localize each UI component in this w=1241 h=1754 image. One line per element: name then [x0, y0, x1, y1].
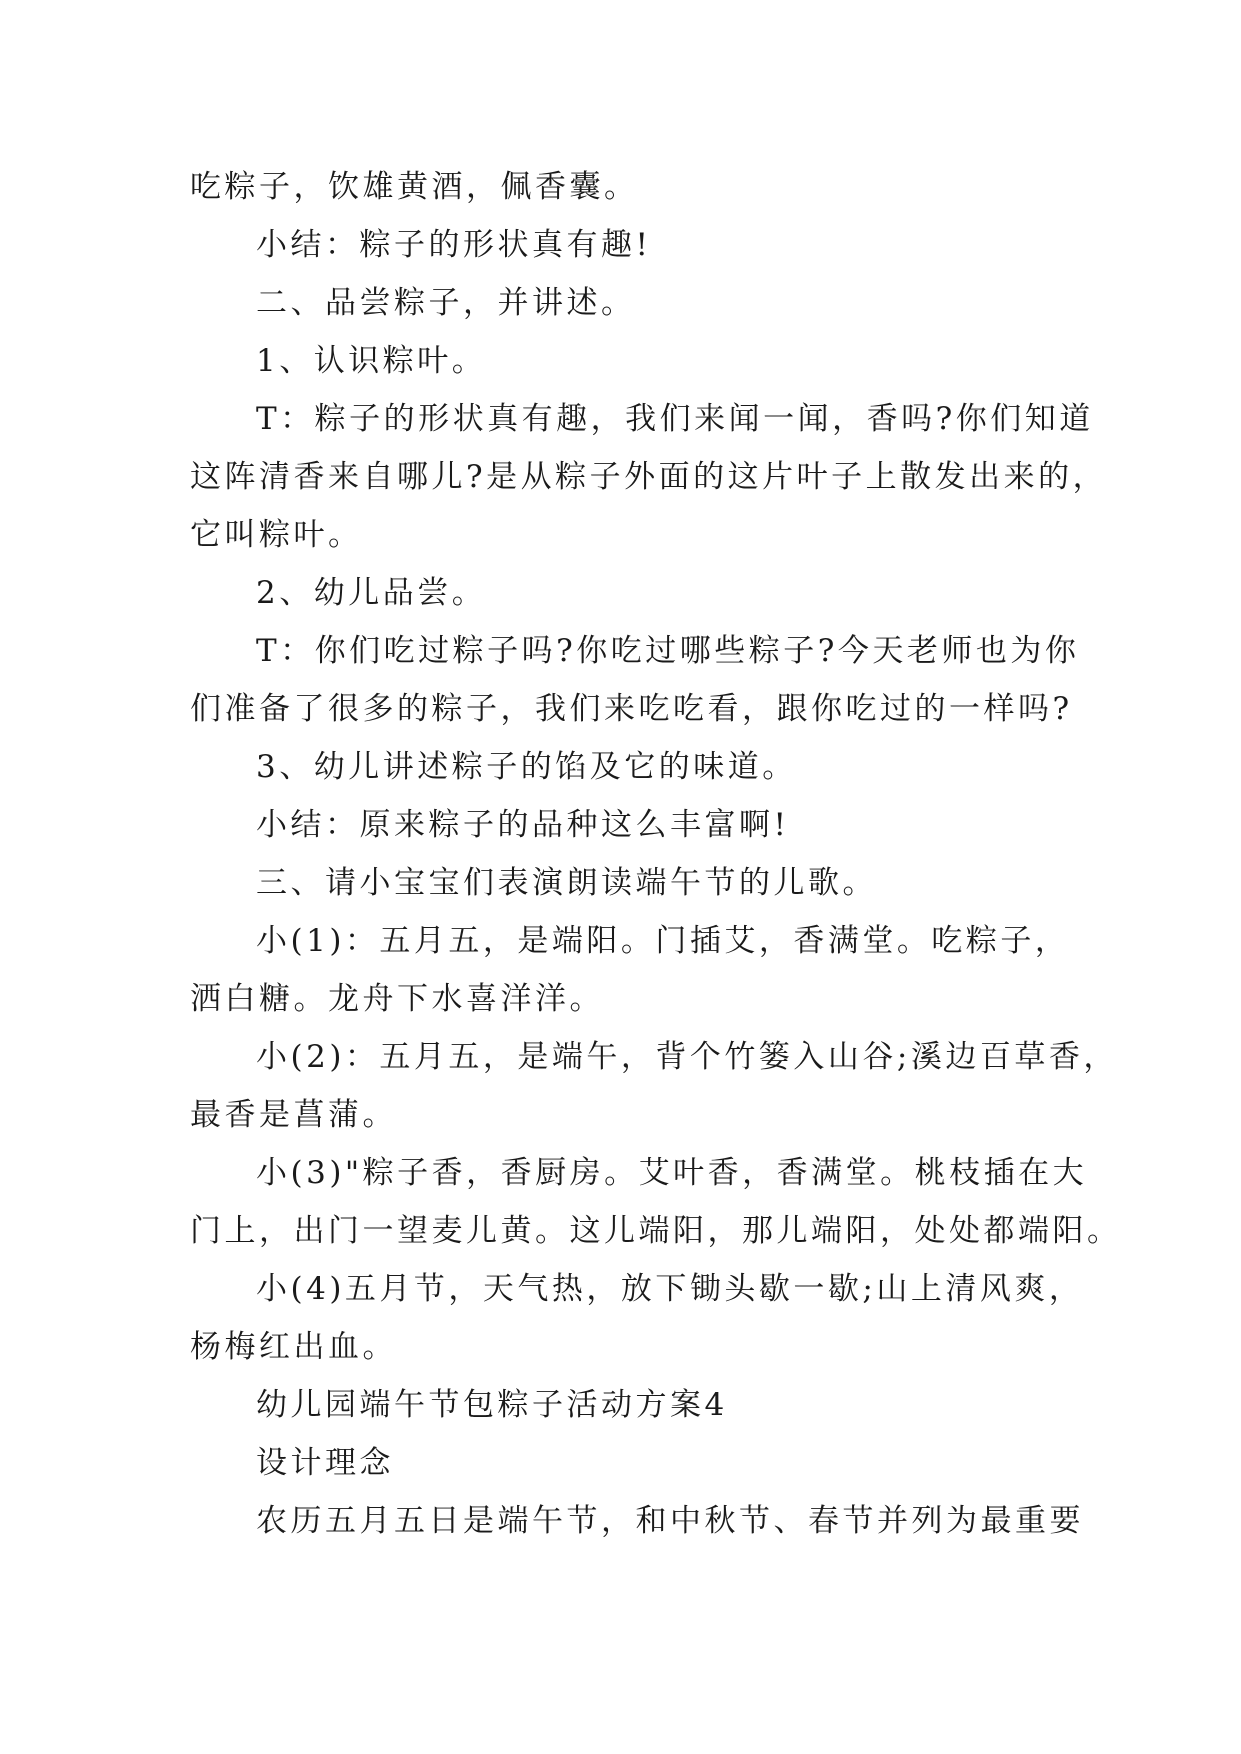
section-heading: 二、品尝粽子，并讲述。: [256, 285, 636, 321]
text-line: 们准备了很多的粽子，我们来吃吃看，跟你吃过的一样吗?: [190, 691, 1073, 727]
text-line: T：你们吃过粽子吗?你吃过哪些粽子?今天老师也为你: [256, 633, 1080, 669]
text-line: 门上，出门一望麦儿黄。这儿端阳，那儿端阳，处处都端阳。: [190, 1213, 1122, 1249]
text-line: 小(2)：五月五，是端午，背个竹篓入山谷;溪边百草香，: [256, 1039, 1118, 1075]
text-line: 农历五月五日是端午节，和中秋节、春节并列为最重要: [256, 1503, 1084, 1539]
step-heading: 2、幼儿品尝。: [256, 575, 487, 611]
text-line: 小结：粽子的形状真有趣!: [256, 227, 652, 263]
section-heading: 设计理念: [256, 1445, 394, 1481]
text-line: 最香是菖蒲。: [190, 1097, 397, 1133]
text-line: 杨梅红出血。: [190, 1329, 397, 1365]
plan-title: 幼儿园端午节包粽子活动方案4: [256, 1387, 728, 1423]
step-heading: 3、幼儿讲述粽子的馅及它的味道。: [256, 749, 797, 785]
text-line: 小(3)"粽子香，香厨房。艾叶香，香满堂。桃枝插在大: [256, 1155, 1088, 1191]
text-line: 小结：原来粽子的品种这么丰富啊!: [256, 807, 790, 843]
step-heading: 1、认识粽叶。: [256, 343, 487, 379]
text-line: 小(1)：五月五，是端阳。门插艾，香满堂。吃粽子，: [256, 923, 1070, 959]
text-line: T：粽子的形状真有趣，我们来闻一闻，香吗?你们知道: [256, 401, 1094, 437]
text-line: 小(4)五月节，天气热，放下锄头歇一歇;山上清风爽，: [256, 1271, 1084, 1307]
section-heading: 三、请小宝宝们表演朗读端午节的儿歌。: [256, 865, 877, 901]
text-line: 吃粽子，饮雄黄酒，佩香囊。: [190, 169, 639, 205]
text-line: 洒白糖。龙舟下水喜洋洋。: [190, 981, 604, 1017]
text-line: 它叫粽叶。: [190, 517, 363, 553]
text-line: 这阵清香来自哪儿?是从粽子外面的这片叶子上散发出来的，: [190, 459, 1108, 495]
document-body: [190, 158, 1122, 1550]
